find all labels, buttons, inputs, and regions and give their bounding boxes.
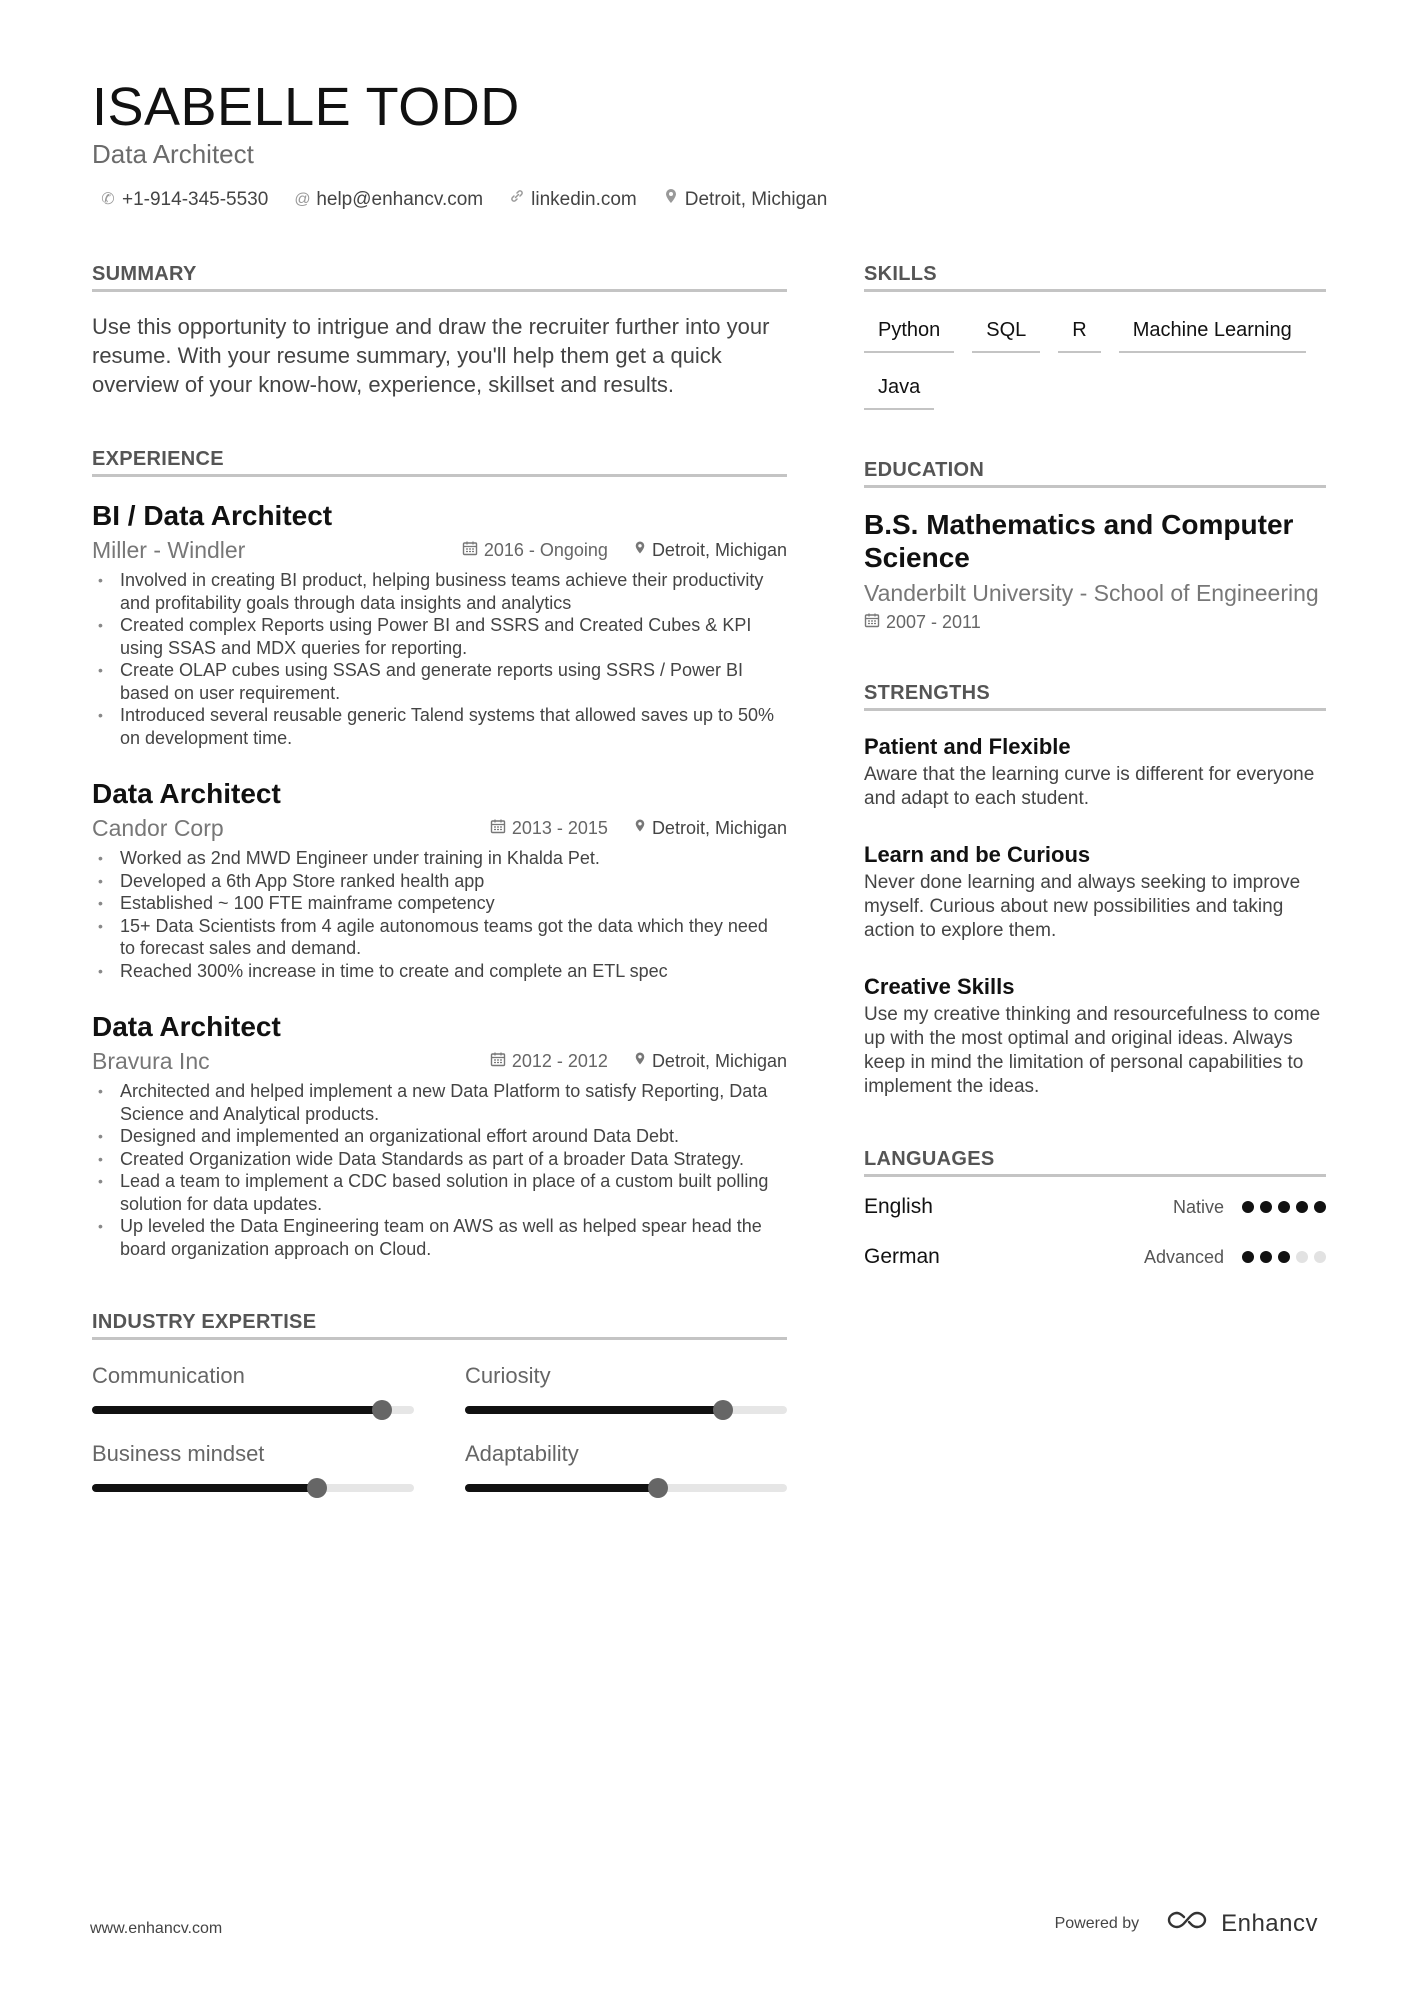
job-bullet: • Reached 300% increase in time to create and complete an ETL spec: [92, 960, 787, 983]
expertise-bar: [465, 1406, 787, 1414]
language-rating-dots: [1242, 1251, 1326, 1263]
languages-title: LANGUAGES: [864, 1147, 1326, 1177]
language-level: Advanced: [1143, 1246, 1224, 1267]
right-column: [864, 262, 1326, 1269]
job-company: Bravura Inc: [92, 1048, 210, 1074]
contact-location: [663, 188, 828, 212]
contact-location-text: Detroit, Michigan: [684, 189, 828, 210]
job-bullet: • Lead a team to implement a CDC based solution in place of a custom built polling solution for data updates.: [92, 1170, 787, 1215]
expertise-item: [465, 1440, 787, 1492]
expertise-item: [465, 1362, 787, 1414]
job-location-text: Detroit, Michigan: [651, 1050, 787, 1071]
job-dates-text: 2016 - Ongoing: [483, 539, 608, 560]
language-level: Native: [1172, 1196, 1224, 1217]
expertise-label: Curiosity: [465, 1363, 551, 1388]
job-meta-right: [490, 1051, 787, 1072]
strengths-section: [864, 681, 1326, 1099]
strength-item: [864, 973, 1326, 1099]
expertise-bar-fill: [465, 1406, 723, 1414]
experience-title: EXPERIENCE: [92, 447, 787, 477]
job-location: [634, 1051, 787, 1072]
skills-section: [864, 262, 1326, 410]
expertise-bar-knob: [307, 1478, 327, 1498]
contact-phone[interactable]: [100, 188, 268, 212]
rating-dot: [1242, 1251, 1254, 1263]
job-dates: [462, 540, 608, 561]
job-bullet: • Designed and implemented an organizational effort around Data Debt.: [92, 1125, 787, 1148]
industry-expertise-grid: [92, 1362, 787, 1492]
phone-icon: ✆: [101, 191, 115, 208]
skill-tag: Java: [864, 369, 934, 410]
language-name: German: [864, 1245, 940, 1268]
expertise-bar: [92, 1484, 414, 1492]
job-location-text: Detroit, Michigan: [651, 817, 787, 838]
job-meta: [92, 813, 787, 843]
education-section: [864, 458, 1326, 633]
location-pin-icon: [634, 1051, 646, 1071]
rating-dot: [1260, 1251, 1272, 1263]
strength-title: Patient and Flexible: [864, 734, 1071, 759]
job-company: Candor Corp: [92, 815, 224, 841]
skill-tag: SQL: [972, 312, 1040, 353]
expertise-bar-fill: [92, 1406, 382, 1414]
strength-item: [864, 841, 1326, 943]
rating-dot: [1296, 1201, 1308, 1213]
rating-dot: [1314, 1201, 1326, 1213]
job-bullet: • Introduced several reusable generic Talend systems that allowed saves up to 50% on development time.: [92, 704, 787, 749]
left-column: [92, 262, 787, 1492]
job-bullet: • Up leveled the Data Engineering team on AWS as well as helped spear head the board organization approach on Cloud.: [92, 1215, 787, 1260]
education-dates: [864, 612, 1326, 633]
job-entry: [92, 499, 787, 749]
job-entry: [92, 1010, 787, 1260]
job-meta: [92, 535, 787, 565]
job-bullets: [92, 1080, 787, 1260]
expertise-item: [92, 1362, 414, 1414]
skills-list: [864, 312, 1326, 410]
job-location: [634, 540, 787, 561]
contact-email-text: help@enhancv.com: [316, 189, 484, 210]
job-dates: [490, 1051, 608, 1072]
experience-section: [92, 447, 787, 1260]
education-degree: B.S. Mathematics and Computer Science: [864, 509, 1294, 573]
industry-expertise-section: [92, 1310, 787, 1492]
expertise-bar-fill: [465, 1484, 658, 1492]
job-bullet: • Developed a 6th App Store ranked health app: [92, 870, 787, 893]
job-company: Miller - Windler: [92, 537, 246, 563]
job-meta: [92, 1046, 787, 1076]
skill-tag: Python: [864, 312, 954, 353]
job-bullet: • Created complex Reports using Power BI and SSRS and Created Cubes & KPI using SSAS and MDX queries for reporting.: [92, 614, 787, 659]
location-pin-icon: [663, 188, 679, 212]
strength-title: Creative Skills: [864, 974, 1015, 999]
job-bullet: • Architected and helped implement a new Data Platform to satisfy Reporting, Data Science and Analytical products.: [92, 1080, 787, 1125]
candidate-role: Data Architect: [92, 139, 254, 169]
enhancv-wordmark: Enhancv: [1221, 1909, 1318, 1937]
summary-text: Use this opportunity to intrigue and draw the recruiter further into your resume. With your resume summary, you'll help them get a quick overview of your know-how, experience, skillset and results.: [92, 314, 770, 397]
language-rating-dots: [1242, 1201, 1326, 1213]
contact-phone-text: +1-914-345-5530: [122, 189, 269, 210]
rating-dot: [1278, 1251, 1290, 1263]
language-name: English: [864, 1195, 933, 1218]
language-row: [864, 1195, 1326, 1219]
rating-dot: [1314, 1251, 1326, 1263]
summary-section: [92, 262, 787, 399]
rating-dot: [1278, 1201, 1290, 1213]
job-dates-text: 2012 - 2012: [511, 1050, 608, 1071]
expertise-label: Adaptability: [465, 1441, 579, 1466]
job-bullets: [92, 569, 787, 749]
contact-email[interactable]: [294, 188, 483, 212]
job-title: Data Architect: [92, 1011, 281, 1042]
job-bullet: • Involved in creating BI product, helping business teams achieve their productivity and profitability goals through data insights and analytics: [92, 569, 787, 614]
strength-desc: Aware that the learning curve is different for everyone and adapt to each student.: [864, 764, 1315, 809]
expertise-bar: [92, 1406, 414, 1414]
contact-bar: [100, 188, 827, 212]
job-bullet: • Created Organization wide Data Standards as part of a broader Data Strategy.: [92, 1148, 787, 1171]
strength-desc: Use my creative thinking and resourcefulness to come up with the most optimal and original ideas. Always keep in mind the limitation of personal capabilities to implement the ideas.: [864, 1004, 1321, 1097]
job-dates-text: 2013 - 2015: [511, 817, 608, 838]
job-bullet: • Worked as 2nd MWD Engineer under training in Khalda Pet.: [92, 847, 787, 870]
skill-tag: R: [1058, 312, 1100, 353]
job-location: [634, 818, 787, 839]
calendar-icon: [864, 612, 880, 633]
job-meta-right: [462, 540, 787, 561]
expertise-item: [92, 1440, 414, 1492]
contact-linkedin-text: linkedin.com: [531, 189, 637, 210]
rating-dot: [1260, 1201, 1272, 1213]
expertise-label: Business mindset: [92, 1441, 265, 1466]
job-bullet: • 15+ Data Scientists from 4 agile autonomous teams got the data which they need to forecast sales and demand.: [92, 915, 787, 960]
expertise-label: Communication: [92, 1363, 245, 1388]
education-school: Vanderbilt University - School of Engineering: [864, 580, 1319, 606]
job-meta-right: [490, 818, 787, 839]
expertise-bar-knob: [372, 1400, 392, 1420]
job-title: Data Architect: [92, 778, 281, 809]
at-icon: @: [294, 191, 311, 208]
job-location-text: Detroit, Michigan: [651, 539, 787, 560]
strength-item: [864, 733, 1326, 811]
strengths-title: STRENGTHS: [864, 681, 1326, 711]
skills-title: SKILLS: [864, 262, 1326, 292]
calendar-icon: [462, 540, 478, 561]
job-title: BI / Data Architect: [92, 500, 333, 531]
language-proficiency: [1144, 1247, 1326, 1268]
location-pin-icon: [634, 818, 646, 838]
skill-tag: Machine Learning: [1119, 312, 1306, 353]
education-title: EDUCATION: [864, 458, 1326, 488]
calendar-icon: [490, 818, 506, 839]
education-dates-text: 2007 - 2011: [886, 612, 981, 632]
candidate-name: ISABELLE TODD: [92, 77, 520, 137]
job-dates: [490, 818, 608, 839]
language-row: [864, 1245, 1326, 1269]
language-proficiency: [1173, 1197, 1326, 1218]
strength-title: Learn and be Curious: [864, 842, 1091, 867]
job-bullets: [92, 847, 787, 982]
calendar-icon: [490, 1051, 506, 1072]
contact-linkedin[interactable]: [509, 188, 637, 212]
powered-by: [1055, 1908, 1318, 1939]
expertise-bar-knob: [713, 1400, 733, 1420]
link-icon: [509, 188, 525, 212]
strength-desc: Never done learning and always seeking to improve myself. Curious about new possibilities and taking action to explore them.: [864, 872, 1301, 941]
expertise-bar: [465, 1484, 787, 1492]
rating-dot: [1242, 1201, 1254, 1213]
job-bullet: • Established ~ 100 FTE mainframe competency: [92, 892, 787, 915]
rating-dot: [1296, 1251, 1308, 1263]
enhancv-logo[interactable]: [1163, 1908, 1318, 1939]
industry-expertise-title: INDUSTRY EXPERTISE: [92, 1310, 787, 1340]
location-pin-icon: [634, 540, 646, 560]
footer-url[interactable]: www.enhancv.com: [90, 1920, 223, 1937]
expertise-bar-knob: [648, 1478, 668, 1498]
summary-title: SUMMARY: [92, 262, 787, 292]
powered-by-label: Powered by: [1054, 1914, 1140, 1932]
job-bullet: • Create OLAP cubes using SSAS and generate reports using SSRS / Power BI based on user requirement.: [92, 659, 787, 704]
languages-section: [864, 1147, 1326, 1269]
job-entry: [92, 777, 787, 982]
enhancv-infinity-icon: [1163, 1908, 1211, 1939]
expertise-bar-fill: [92, 1484, 317, 1492]
